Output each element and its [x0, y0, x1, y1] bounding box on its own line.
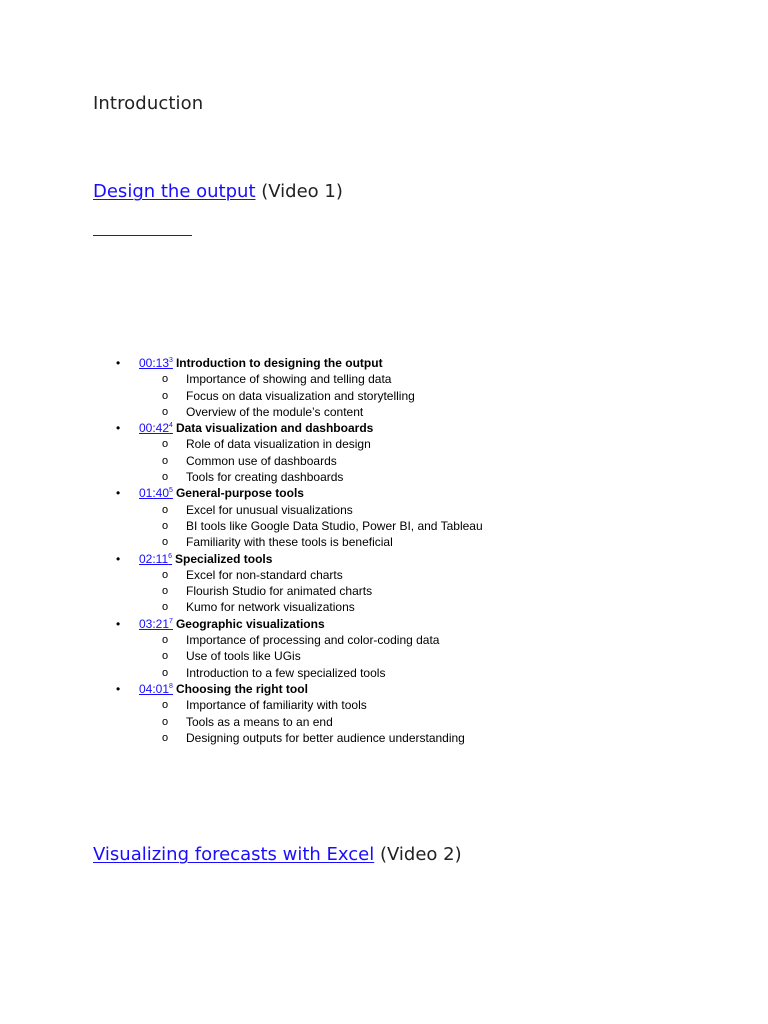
- footnote-ref: 5: [169, 487, 173, 495]
- timestamp-link[interactable]: [139, 421, 173, 435]
- topic-title: Choosing the right tool: [175, 681, 308, 696]
- topic-item: [0, 551, 768, 567]
- subpoint-text: Designing outputs for better audience understanding: [186, 730, 465, 745]
- bullet-icon: •: [116, 551, 121, 566]
- subpoint-text: Importance of processing and color-coding data: [186, 633, 440, 648]
- bullet-icon: •: [116, 616, 121, 631]
- timestamp-text: 04:01: [139, 681, 170, 696]
- footnote-ref: 3: [169, 357, 173, 364]
- footnote-ref: 6: [168, 552, 173, 560]
- topic-subpoint: [0, 436, 768, 452]
- subpoint-text: Kumo for network visualizations: [186, 600, 355, 615]
- topic-subpoint: [0, 453, 768, 469]
- topic-item: [0, 616, 768, 632]
- subpoint-text: Introduction to a few specialized tools: [186, 665, 386, 680]
- topic-item: [0, 420, 768, 436]
- timestamp-text: 00:42: [139, 421, 170, 436]
- subpoint-text: Tools as a means to an end: [186, 714, 333, 729]
- footnote-ref: 7: [169, 617, 173, 625]
- topic-title: Geographic visualizations: [175, 616, 325, 631]
- circle-bullet-icon: o: [162, 650, 169, 663]
- timestamp-text: 02:11: [139, 551, 169, 566]
- topic-title: Introduction to designing the output: [175, 356, 383, 370]
- circle-bullet-icon: o: [162, 373, 169, 386]
- circle-bullet-icon: o: [162, 438, 169, 451]
- subpoint-text: Importance of showing and telling data: [186, 372, 392, 387]
- subpoint-text: BI tools like Google Data Studio, Power BI, and Tableau: [186, 518, 483, 533]
- timestamp-link[interactable]: [139, 486, 173, 500]
- empty-link-underline[interactable]: [93, 235, 192, 236]
- circle-bullet-icon: o: [162, 389, 169, 402]
- circle-bullet-icon: o: [162, 634, 169, 647]
- subpoint-text: Role of data visualization in design: [186, 437, 371, 452]
- topic-item: [0, 681, 768, 697]
- circle-bullet-icon: o: [162, 471, 169, 484]
- bullet-icon: •: [116, 681, 121, 696]
- section-heading-introduction: Introduction: [93, 93, 204, 114]
- video-2-label: (Video 2): [374, 844, 462, 865]
- topic-subpoint: [0, 648, 768, 664]
- footnote-ref: 8: [169, 682, 173, 690]
- topic-title: Data visualization and dashboards: [175, 421, 374, 436]
- topic-subpoint: [0, 730, 768, 746]
- circle-bullet-icon: o: [162, 585, 169, 598]
- footnote-ref: 4: [169, 422, 173, 430]
- bullet-icon: •: [116, 421, 121, 436]
- topic-subpoint: [0, 599, 768, 615]
- topic-title: Specialized tools: [175, 551, 273, 566]
- topic-subpoint: [0, 632, 768, 648]
- topic-subpoint: [0, 534, 768, 550]
- timestamp-link[interactable]: [139, 356, 173, 370]
- topic-subpoint: [0, 388, 768, 404]
- circle-bullet-icon: o: [162, 503, 169, 516]
- timestamp-text: 00:13: [139, 356, 170, 370]
- circle-bullet-icon: o: [162, 536, 169, 549]
- topic-subpoint: [0, 469, 768, 485]
- timestamp-text: 01:40: [139, 486, 170, 501]
- circle-bullet-icon: o: [162, 568, 169, 581]
- topic-subpoint: [0, 502, 768, 518]
- topic-subpoint: [0, 371, 768, 387]
- timestamp-link[interactable]: [139, 682, 173, 696]
- topic-subpoint: [0, 567, 768, 583]
- video-1-label: (Video 1): [255, 181, 343, 202]
- subpoint-text: Flourish Studio for animated charts: [186, 584, 373, 599]
- subpoint-text: Excel for non-standard charts: [186, 567, 343, 582]
- topic-subpoint: [0, 665, 768, 681]
- video-1-link[interactable]: Design the output: [93, 181, 256, 202]
- topic-item: [0, 355, 768, 371]
- timestamp-link[interactable]: [139, 617, 173, 631]
- video-2-link[interactable]: Visualizing forecasts with Excel: [93, 844, 375, 865]
- timestamp-text: 03:21: [139, 616, 170, 631]
- subpoint-text: Excel for unusual visualizations: [186, 502, 353, 517]
- subpoint-text: Focus on data visualization and storytelling: [186, 388, 415, 403]
- subpoint-text: Use of tools like UGis: [186, 649, 301, 664]
- circle-bullet-icon: o: [162, 699, 169, 712]
- topic-subpoint: [0, 518, 768, 534]
- circle-bullet-icon: o: [162, 731, 169, 744]
- circle-bullet-icon: o: [162, 519, 169, 532]
- subpoint-text: Tools for creating dashboards: [186, 470, 344, 485]
- topic-item: [0, 485, 768, 501]
- video-1-outline: [0, 355, 768, 746]
- timestamp-link[interactable]: [139, 552, 172, 566]
- video-1-heading: [93, 181, 343, 202]
- topic-subpoint: [0, 714, 768, 730]
- subpoint-text: Importance of familiarity with tools: [186, 698, 367, 713]
- circle-bullet-icon: o: [162, 405, 169, 418]
- bullet-icon: •: [116, 486, 121, 501]
- topic-subpoint: [0, 697, 768, 713]
- topic-subpoint: [0, 583, 768, 599]
- subpoint-text: Familiarity with these tools is beneficial: [186, 535, 393, 550]
- circle-bullet-icon: o: [162, 601, 169, 614]
- subpoint-text: Common use of dashboards: [186, 453, 337, 468]
- topic-title: General-purpose tools: [175, 486, 304, 501]
- topic-subpoint: [0, 404, 768, 420]
- circle-bullet-icon: o: [162, 666, 169, 679]
- video-2-heading: [93, 844, 462, 865]
- bullet-icon: •: [116, 356, 121, 370]
- subpoint-text: Overview of the module’s content: [186, 404, 364, 419]
- circle-bullet-icon: o: [162, 715, 169, 728]
- circle-bullet-icon: o: [162, 454, 169, 467]
